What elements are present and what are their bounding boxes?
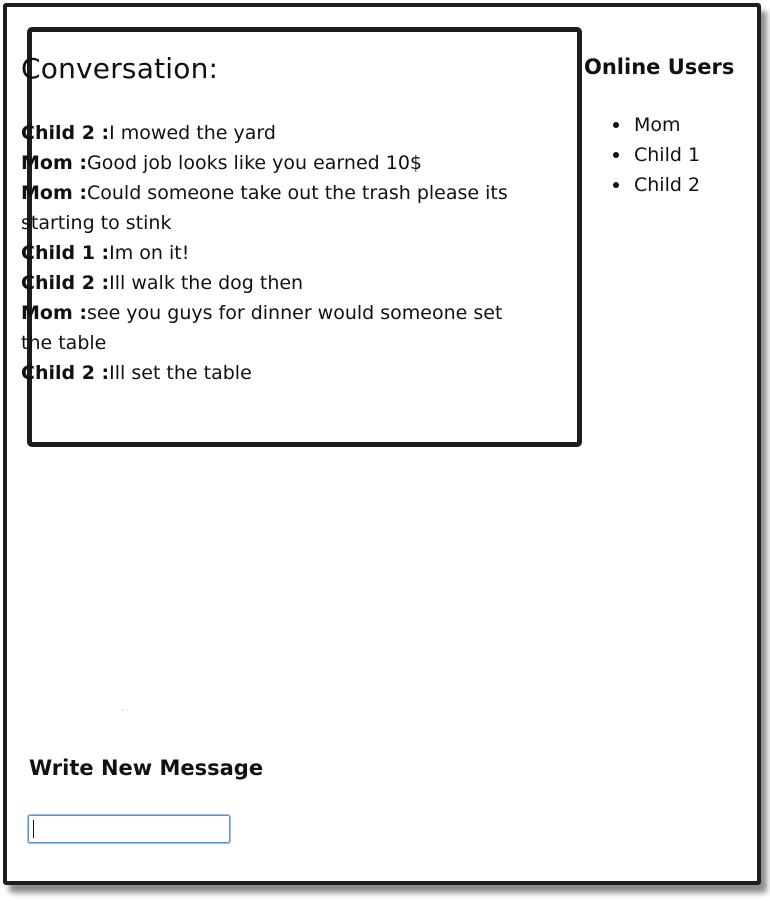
message-text: Ill walk the dog then — [109, 272, 304, 294]
message-text: Im on it! — [109, 242, 190, 264]
online-user-name: Mom — [634, 114, 681, 136]
message-separator: : — [72, 152, 87, 174]
bullet-icon — [613, 122, 619, 128]
message-text: Could someone take out the trash please its starting to stink — [21, 182, 508, 234]
message-list — [21, 118, 526, 388]
online-users-list — [634, 110, 700, 200]
message-input[interactable] — [28, 815, 230, 843]
bullet-icon — [613, 182, 619, 188]
online-users-title: Online Users — [584, 55, 735, 79]
online-user-item — [634, 110, 700, 140]
message-item — [21, 118, 526, 148]
online-user-item — [634, 140, 700, 170]
message-separator: : — [94, 272, 110, 294]
message-item — [21, 178, 526, 238]
message-sender: Mom — [21, 302, 73, 324]
message-sender: Child 2 — [21, 272, 95, 294]
message-sender: Mom — [21, 152, 73, 174]
message-text: see you guys for dinner would someone set the table — [21, 302, 503, 354]
message-item — [21, 148, 526, 178]
online-user-name: Child 2 — [634, 174, 701, 196]
text-caret — [33, 820, 34, 838]
message-separator: : — [94, 242, 110, 264]
online-user-name: Child 1 — [634, 144, 701, 166]
message-text: I mowed the yard — [109, 122, 276, 144]
message-text: Ill set the table — [109, 362, 252, 384]
message-separator: : — [94, 362, 110, 384]
message-item — [21, 358, 526, 388]
message-separator: : — [72, 302, 87, 324]
message-sender: Child 2 — [21, 122, 95, 144]
decorative-dots: ·· — [121, 706, 133, 715]
bullet-icon — [613, 152, 619, 158]
message-item — [21, 298, 526, 358]
conversation-title: Conversation: — [21, 52, 219, 85]
message-sender: Child 2 — [21, 362, 95, 384]
message-sender: Child 1 — [21, 242, 95, 264]
message-item — [21, 268, 526, 298]
online-user-item — [634, 170, 700, 200]
message-separator: : — [94, 122, 110, 144]
write-message-title: Write New Message — [29, 756, 264, 780]
message-item — [21, 238, 526, 268]
message-sender: Mom — [21, 182, 73, 204]
message-separator: : — [72, 182, 87, 204]
message-text: Good job looks like you earned 10$ — [86, 152, 422, 174]
